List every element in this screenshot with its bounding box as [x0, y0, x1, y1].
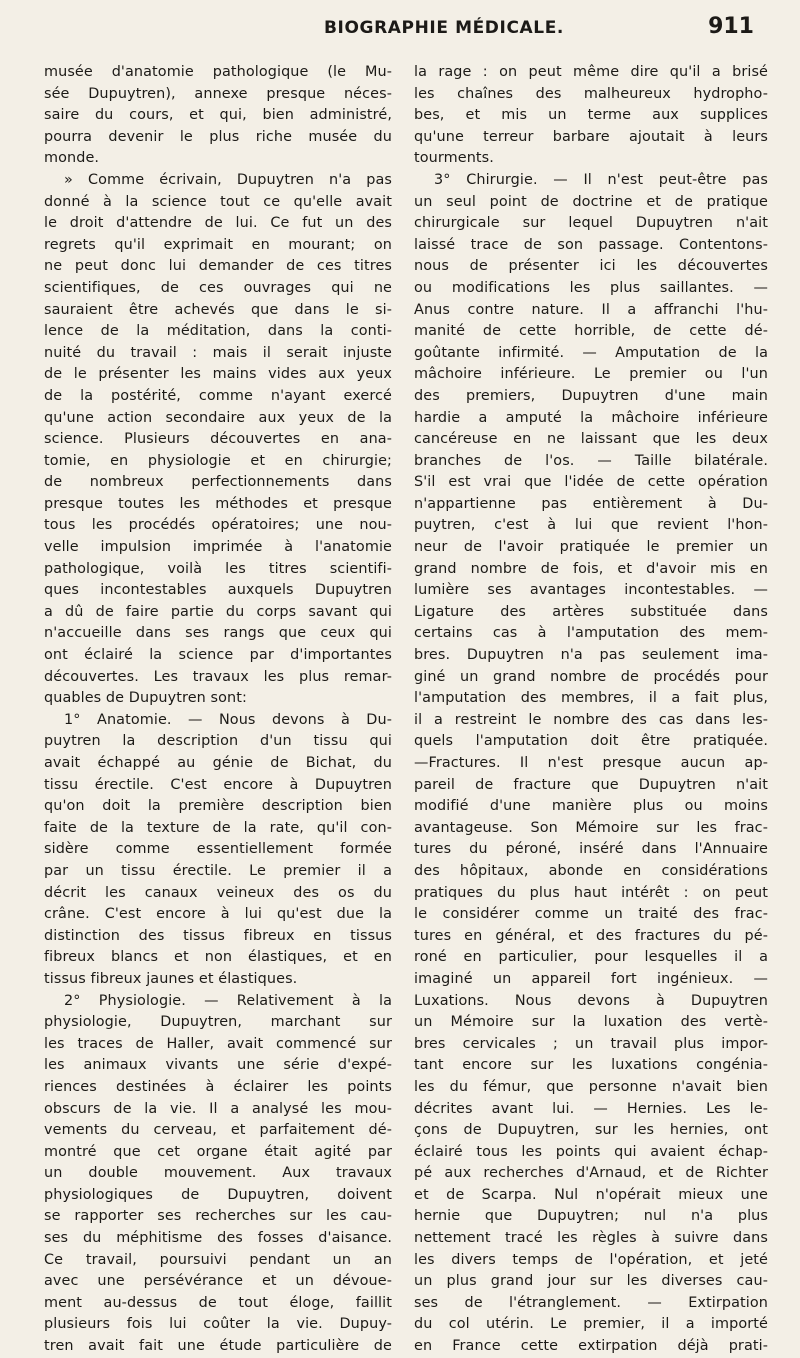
text-line: 2° Physiologie. — Relativement à la: [64, 992, 392, 1009]
text-line: un double mouvement. Aux travaux: [44, 1165, 392, 1182]
text-line: scientifiques, de ces ouvrages qui ne: [44, 279, 392, 296]
text-line: monde.: [44, 150, 100, 167]
text-line: manité de cette horrible, de cette dé-: [414, 323, 768, 340]
text-line: plusieurs fois lui coûter la vie. Dupuy-: [44, 1316, 392, 1333]
text-line: Anus contre nature. Il a affranchi l'hu-: [414, 301, 768, 318]
text-line: les chaînes des malheureux hydropho-: [414, 85, 768, 102]
text-line: hardie a amputé la mâchoire inférieure: [414, 409, 768, 426]
text-line: laissé trace de son passage. Contentons-: [414, 236, 768, 253]
text-line: tomie, en physiologie et en chirurgie;: [44, 452, 392, 469]
text-line: pé aux recherches d'Arnaud, et de Richter: [414, 1165, 768, 1182]
text-line: l'amputation des membres, il a fait plus,: [414, 690, 768, 707]
text-line: nuité du travail : mais il serait injuste: [44, 344, 392, 361]
text-line: modifié d'une manière plus ou moins: [414, 798, 768, 815]
text-line: puytren la description d'un tissu qui: [44, 733, 392, 750]
text-line: physiologie, Dupuytren, marchant sur: [44, 1014, 392, 1031]
text-line: tren avait fait une étude particulière de: [44, 1338, 392, 1355]
text-line: tissus fibreux jaunes et élastiques.: [44, 970, 298, 987]
text-line: en France cette extirpation déjà prati-: [414, 1338, 768, 1355]
text-line: avantageuse. Son Mémoire sur les frac-: [414, 819, 768, 836]
text-line: montré que cet organe était agité par: [44, 1143, 392, 1160]
text-line: bres cervicales ; un travail plus impor-: [414, 1035, 768, 1052]
text-line: nous de présenter ici les découvertes: [414, 258, 768, 275]
text-line: saire du cours, et qui, bien administré,: [44, 107, 392, 124]
text-line: tous les procédés opératoires; une nou-: [44, 517, 392, 534]
text-line: puytren, c'est à lui que revient l'hon-: [414, 517, 768, 534]
text-line: qu'on doit la première description bien: [44, 798, 392, 815]
text-line: tant encore sur les luxations congénia-: [414, 1057, 768, 1074]
text-line: de la postérité, comme n'ayant exercé: [44, 387, 392, 404]
text-line: ses du méphitisme des fosses d'aisance.: [44, 1230, 392, 1247]
text-line: presque toutes les méthodes et presque: [44, 495, 392, 512]
text-line: un plus grand jour sur les diverses cau-: [414, 1273, 768, 1290]
text-line: et de Scarpa. Nul n'opérait mieux une: [414, 1186, 768, 1203]
text-line: musée d'anatomie pathologique (le Mu-: [44, 64, 392, 80]
text-line: chirurgicale sur lequel Dupuytren n'ait: [414, 215, 768, 232]
text-line: quels l'amputation doit être pratiquée.: [414, 733, 768, 750]
text-line: qu'une terreur barbare ajoutait à leurs: [414, 128, 768, 145]
text-line: tourments.: [414, 150, 494, 167]
right-text-column: [414, 62, 768, 1358]
text-line: ment au-dessus de tout éloge, faillit: [44, 1294, 392, 1311]
text-line: de le présenter les mains vides aux yeux: [44, 366, 392, 383]
text-line: du col utérin. Le premier, il a importé: [414, 1316, 768, 1333]
text-line: physiologiques de Dupuytren, doivent: [44, 1186, 392, 1203]
text-line: quables de Dupuytren sont:: [44, 690, 247, 707]
text-line: ne peut donc lui demander de ces titres: [44, 258, 392, 275]
text-line: grand nombre de fois, et d'avoir mis en: [414, 560, 768, 577]
text-line: crâne. C'est encore à lui qu'est due la: [44, 906, 392, 923]
text-line: cancéreuse en ne laissant que les deux: [414, 431, 768, 448]
text-line: pratiques du plus haut intérêt : on peut: [414, 884, 768, 901]
text-line: —Fractures. Il n'est presque aucun ap-: [414, 755, 768, 771]
text-line: certains cas à l'amputation des mem-: [414, 625, 768, 642]
text-line: décrites avant lui. — Hernies. Les le-: [414, 1100, 768, 1117]
text-line: ou modifications les plus saillantes. —: [414, 279, 768, 296]
text-line: sidère comme essentiellement formée: [44, 841, 392, 858]
text-line: 1° Anatomie. — Nous devons à Du-: [64, 711, 392, 728]
text-line: qu'une action secondaire aux yeux de la: [44, 409, 392, 426]
text-line: Luxations. Nous devons à Dupuytren: [414, 992, 768, 1009]
left-text-column: [44, 62, 392, 1358]
text-line: la rage : on peut même dire qu'il a brisé: [414, 64, 768, 80]
text-line: sée Dupuytren), annexe presque néces-: [44, 85, 392, 102]
text-line: le droit d'attendre de lui. Ce fut un des: [44, 215, 392, 232]
text-line: branches de l'os. — Taille bilatérale.: [414, 452, 768, 469]
text-line: décrit les canaux veineux des os du: [44, 884, 392, 901]
text-line: de nombreux perfectionnements dans: [44, 474, 392, 491]
text-line: les animaux vivants une série d'expé-: [44, 1057, 392, 1074]
running-title: BIOGRAPHIE MÉDICALE.: [324, 18, 564, 38]
text-line: nettement tracé les règles à suivre dans: [414, 1230, 768, 1247]
text-line: les traces de Haller, avait commencé sur: [44, 1035, 392, 1052]
text-line: un Mémoire sur la luxation des vertè-: [414, 1014, 768, 1031]
text-line: ont éclairé la science par d'importantes: [44, 647, 392, 664]
text-line: velle impulsion imprimée à l'anatomie: [44, 539, 392, 556]
text-line: 3° Chirurgie. — Il n'est peut-être pas: [434, 171, 768, 188]
text-line: roné en particulier, pour lesquelles il a: [414, 949, 768, 966]
text-line: ques incontestables auxquels Dupuytren: [44, 582, 392, 599]
text-line: n'appartienne pas entièrement à Du-: [414, 495, 768, 512]
text-line: le considérer comme un traité des frac-: [414, 906, 768, 923]
text-line: obscurs de la vie. Il a analysé les mou-: [44, 1100, 392, 1117]
text-line: Ce travail, poursuivi pendant un an: [44, 1251, 392, 1268]
text-line: distinction des tissus fibreux en tissus: [44, 927, 392, 944]
text-line: sauraient être achevés que dans le si-: [44, 301, 392, 318]
text-line: découvertes. Les travaux les plus remar-: [44, 668, 392, 685]
text-line: des premiers, Dupuytren d'une main: [414, 387, 768, 404]
text-line: les du fémur, que personne n'avait bien: [414, 1078, 768, 1095]
text-line: goûtante infirmité. — Amputation de la: [414, 344, 768, 361]
text-line: pathologique, voilà les titres scientifi-: [44, 560, 392, 577]
text-line: riences destinées à éclairer les points: [44, 1078, 392, 1095]
text-line: les divers temps de l'opération, et jeté: [414, 1251, 768, 1268]
text-line: par un tissu érectile. Le premier il a: [44, 862, 392, 879]
text-line: bres. Dupuytren n'a pas seulement ima-: [414, 647, 768, 664]
text-line: avec une persévérance et un dévoue-: [44, 1273, 392, 1290]
text-line: des hôpitaux, abonde en considérations: [414, 862, 768, 879]
text-line: tissu érectile. C'est encore à Dupuytren: [44, 776, 392, 793]
text-line: » Comme écrivain, Dupuytren n'a pas: [64, 171, 392, 188]
text-line: éclairé tous les points qui avaient échap-: [414, 1143, 768, 1160]
text-line: hernie que Dupuytren; nul n'a plus: [414, 1208, 768, 1225]
text-line: un seul point de doctrine et de pratique: [414, 193, 768, 210]
text-line: science. Plusieurs découvertes en ana-: [44, 431, 392, 448]
text-line: bes, et mis un terme aux supplices: [414, 107, 768, 124]
text-line: çons de Dupuytren, sur les hernies, ont: [414, 1122, 768, 1139]
text-line: n'accueille dans ses rangs que ceux qui: [44, 625, 392, 642]
text-line: mâchoire inférieure. Le premier ou l'un: [414, 366, 768, 383]
text-line: regrets qu'il exprimait en mourant; on: [44, 236, 392, 253]
text-line: imaginé un appareil fort ingénieux. —: [414, 970, 768, 987]
text-line: fibreux blancs et non élastiques, et en: [44, 949, 392, 966]
text-line: donné à la science tout ce qu'elle avait: [44, 193, 392, 210]
text-line: S'il est vrai que l'idée de cette opération: [414, 474, 768, 491]
text-line: a dû de faire partie du corps savant qui: [44, 603, 392, 620]
page-header: [48, 14, 760, 44]
text-line: lumière ses avantages incontestables. —: [414, 582, 768, 599]
text-line: pareil de fracture que Dupuytren n'ait: [414, 776, 768, 793]
text-line: tures du péroné, inséré dans l'Annuaire: [414, 841, 768, 858]
text-line: Ligature des artères substituée dans: [414, 603, 768, 620]
text-line: pourra devenir le plus riche musée du: [44, 128, 392, 145]
text-line: se rapporter ses recherches sur les cau-: [44, 1208, 392, 1225]
text-line: avait échappé au génie de Bichat, du: [44, 755, 392, 771]
text-line: il a restreint le nombre des cas dans les-: [414, 711, 768, 728]
text-line: vements du cerveau, et parfaitement dé-: [44, 1122, 392, 1139]
text-line: neur de l'avoir pratiquée le premier un: [414, 539, 768, 556]
text-line: tures en général, et des fractures du pé-: [414, 927, 768, 944]
text-line: giné un grand nombre de procédés pour: [414, 668, 768, 685]
text-line: faite de la texture de la rate, qu'il con-: [44, 819, 392, 836]
page-number: 911: [708, 14, 754, 39]
text-line: lence de la méditation, dans la conti-: [44, 323, 392, 340]
text-line: ses de l'étranglement. — Extirpation: [414, 1294, 768, 1311]
